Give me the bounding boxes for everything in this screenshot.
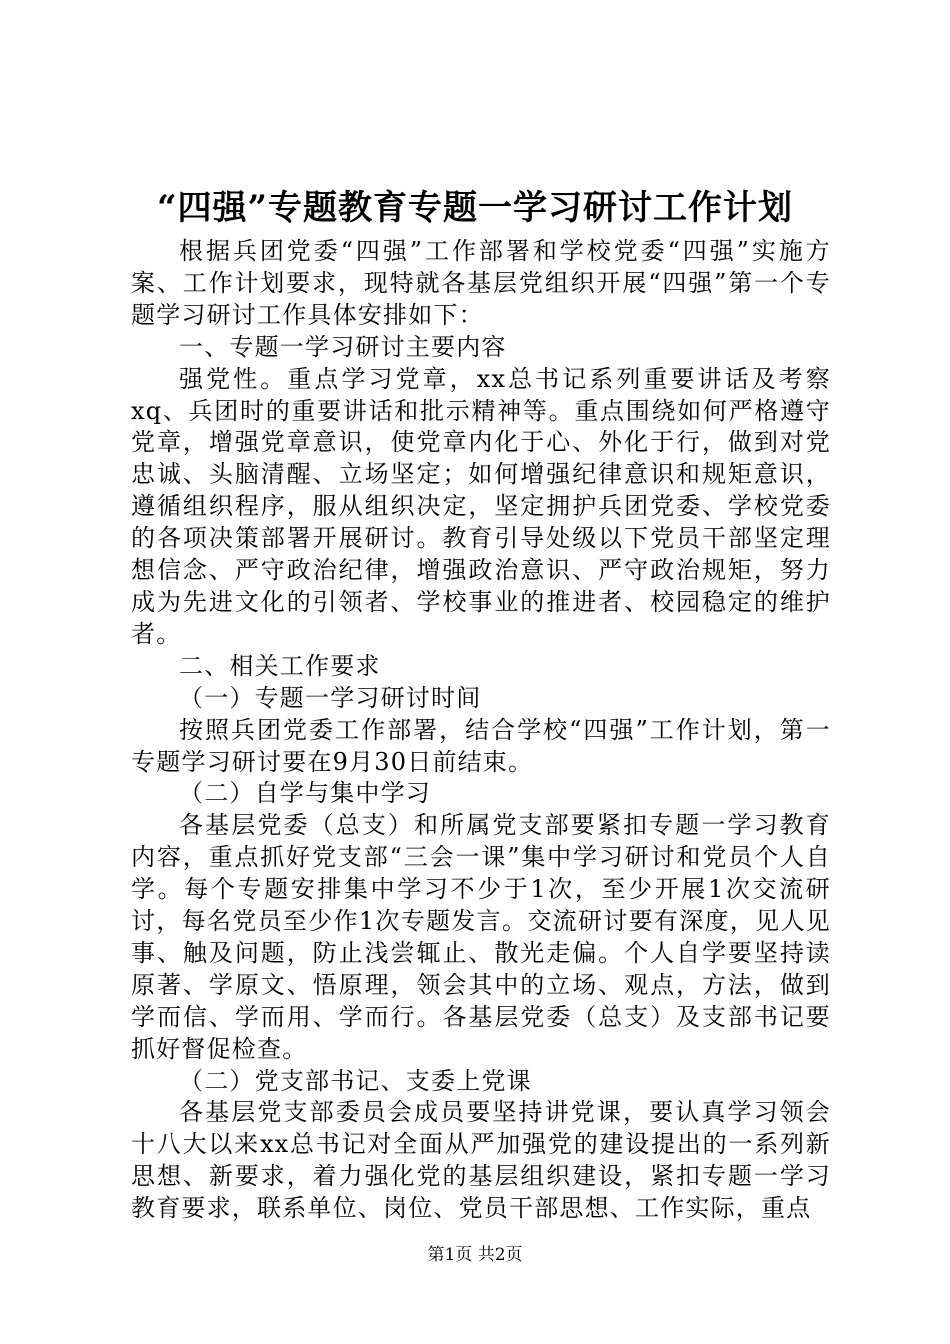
subsection-heading-2: （二）自学与集中学习 [179, 779, 431, 808]
document-title: “四强”专题教育专题一学习研讨工作计划 [156, 188, 794, 228]
subsection-heading-3: （二）党支部书记、支委上党课 [179, 1066, 532, 1095]
party-lecture-paragraph: 各基层党支部委员会成员要坚持讲党课，要认真学习领会十八大以来xx总书记对全面从严加强党的建设提出的一系列新思想、新要求，着力强化党的基层组织建设，紧扣专题一学习教育要求，联系单位、岗位、党员干部思想、工作实际，重点 [131, 1098, 831, 1223]
page-footer: 第1页 共2页 [427, 1245, 523, 1265]
section-heading-2: 二、相关工作要求 [179, 651, 381, 680]
intro-paragraph: 根据兵团党委“四强”工作部署和学校党委“四强”实施方案、工作计划要求，现特就各基层党组织开展“四强”第一个专题学习研讨工作具体安排如下： [131, 237, 831, 329]
document-body [131, 236, 831, 1225]
content-paragraph: 强党性。重点学习党章，xx总书记系列重要讲话及考察xq、兵团时的重要讲话和批示精神等。重点围绕如何严格遵守党章，增强党章意识，使党章内化于心、外化于行，做到对党忠诚、头脑清醒、立场坚定；如何增强纪律意识和规矩意识，遵循组织程序，服从组织决定，坚定拥护兵团党委、学校党委的各项决策部署开展研讨。教育引导处级以下党员干部坚定理想信念、严守政治纪律，增强政治意识、严守政治规矩，努力成为先进文化的引领者、学校事业的推进者、校园稳定的维护者。 [131, 364, 831, 648]
subsection-heading-1: （一）专题一学习研讨时间 [179, 683, 482, 712]
time-paragraph: 按照兵团党委工作部署，结合学校“四强”工作计划，第一专题学习研讨要在9月30日前结束。 [131, 715, 831, 776]
study-paragraph: 各基层党委（总支）和所属党支部要紧扣专题一学习教育内容，重点抓好党支部“三会一课”集中学习研讨和党员个人自学。每个专题安排集中学习不少于1次，至少开展1次交流研讨，每名党员至少作1次专题发言。交流研讨要有深度，见人见事、触及问题，防止浅尝辄止、散光走偏。个人自学要坚持读原著、学原文、悟原理，领会其中的立场、观点，方法，做到学而信、学而用、学而行。各基层党委（总支）及支部书记要抓好督促检查。 [131, 811, 831, 1063]
section-heading-1: 一、专题一学习研讨主要内容 [179, 332, 507, 361]
